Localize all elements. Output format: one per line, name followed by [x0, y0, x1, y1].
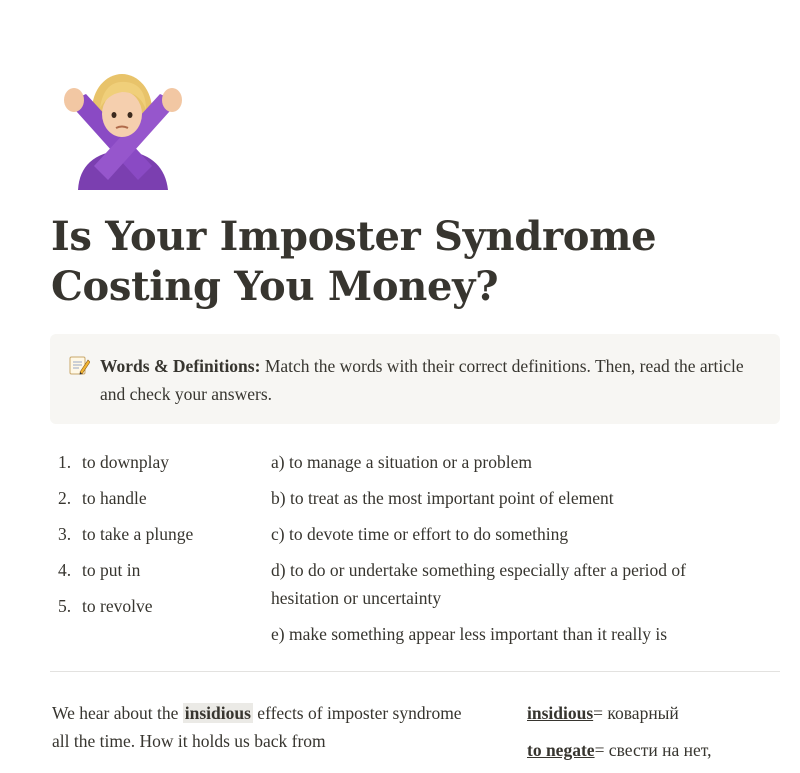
- page-title[interactable]: Is Your Imposter Syndrome Costing You Money?: [51, 213, 657, 310]
- word-text: to handle: [82, 488, 147, 508]
- word-text: to put in: [82, 560, 141, 580]
- page-icon-person-gesturing-no[interactable]: [60, 62, 186, 192]
- article-text-before: We hear about the: [52, 703, 183, 723]
- glossary-item[interactable]: [527, 699, 787, 727]
- article-paragraph[interactable]: [52, 699, 472, 755]
- word-text: to revolve: [82, 596, 153, 616]
- glossary-translation: = свести на нет,: [594, 740, 712, 760]
- list-number: 4.: [58, 560, 72, 580]
- list-item[interactable]: [58, 520, 258, 556]
- callout-body: Match the words with their correct definitions. Then, read the article and check your answers.: [100, 356, 744, 404]
- word-text: to take a plunge: [82, 524, 194, 544]
- list-number: 2.: [58, 488, 72, 508]
- list-item[interactable]: [58, 484, 258, 520]
- list-number: 5.: [58, 596, 72, 616]
- word-text: to downplay: [82, 452, 170, 472]
- article-text-after: effects of imposter syndrome all the time. How it holds us back from: [52, 703, 462, 751]
- memo-icon: [68, 354, 92, 378]
- divider: [50, 671, 780, 672]
- definition-item[interactable]: a) to manage a situation or a problem: [271, 452, 532, 472]
- glossary-term: to negate: [527, 740, 595, 760]
- callout-heading: Words & Definitions:: [100, 356, 261, 376]
- definition-item[interactable]: e) make something appear less important than it really is: [271, 624, 668, 644]
- list-item[interactable]: [58, 556, 258, 592]
- list-item[interactable]: [58, 592, 258, 628]
- definition-item[interactable]: b) to treat as the most important point of element: [271, 488, 614, 508]
- list-number: 1.: [58, 452, 72, 472]
- list-number: 3.: [58, 524, 72, 544]
- callout-text: [100, 352, 760, 424]
- definition-list: [271, 448, 751, 656]
- callout-block[interactable]: [50, 334, 780, 424]
- list-item[interactable]: [58, 448, 258, 484]
- word-list: [58, 448, 258, 628]
- glossary-term: insidious: [527, 703, 594, 723]
- glossary-item[interactable]: [527, 736, 787, 764]
- definition-item[interactable]: d) to do or undertake something especially after a period of hesitation or uncertainty: [271, 560, 686, 608]
- highlighted-term: insidious: [184, 703, 251, 723]
- glossary-translation: = коварный: [593, 703, 679, 723]
- glossary: [527, 699, 787, 773]
- definition-item[interactable]: c) to devote time or effort to do something: [271, 524, 569, 544]
